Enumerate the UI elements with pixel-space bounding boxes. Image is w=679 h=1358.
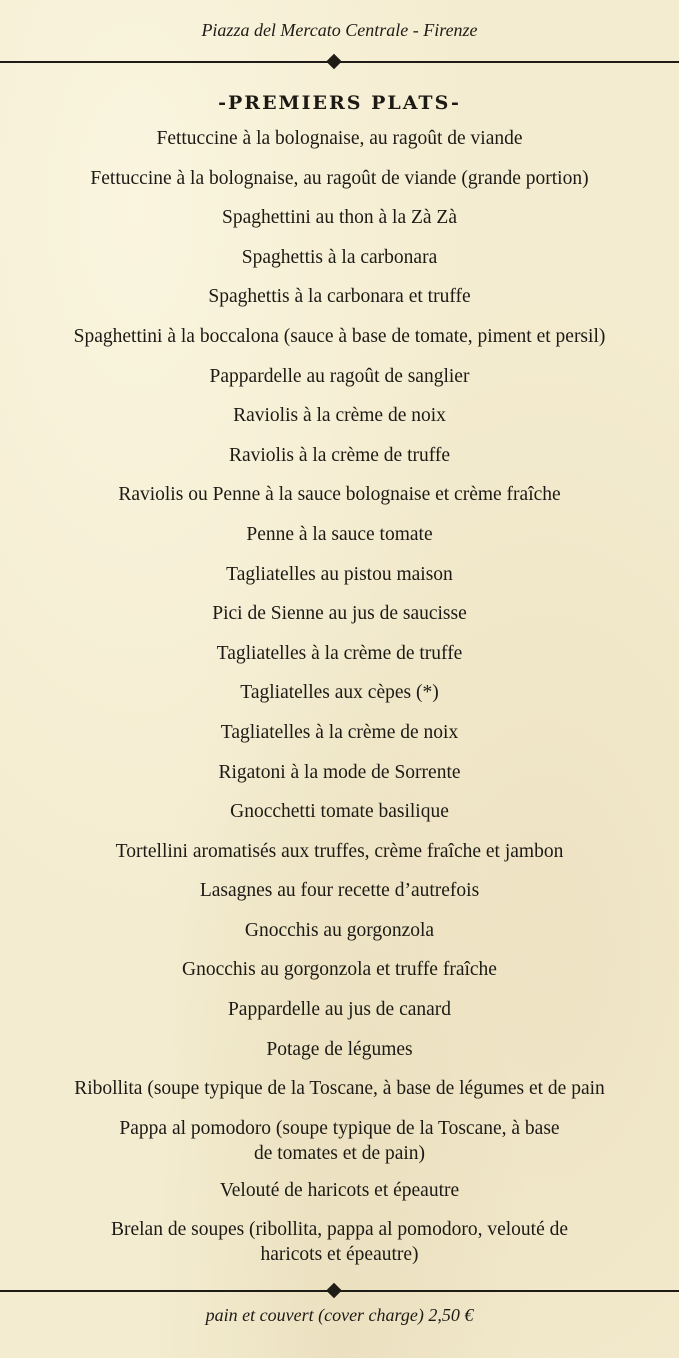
menu-item: Tagliatelles à la crème de noix — [220, 721, 459, 743]
menu-item: Potage de légumes — [266, 1038, 413, 1060]
menu-item: Spaghettis à la carbonara et truffe — [208, 286, 471, 308]
menu-item: Gnocchis au gorgonzola et truffe fraîche — [182, 959, 497, 981]
menu-item: Lasagnes au four recette d’autrefois — [199, 880, 480, 902]
menu-item-pappa-al-pomodoro — [0, 1116, 679, 1166]
menu-item: Pappardelle au ragoût de sanglier — [209, 365, 470, 387]
top-divider-diamond-ornament — [326, 54, 342, 70]
menu-item: Tagliatelles aux cèpes (*) — [240, 682, 439, 704]
bottom-divider-diamond-ornament — [326, 1283, 342, 1299]
cover-charge-note: pain et couvert (cover charge) 2,50 € — [205, 1305, 474, 1325]
menu-item-line: haricots et épeautre) — [260, 1244, 419, 1266]
menu-item: Raviolis à la crème de truffe — [228, 444, 451, 466]
menu-item: Spaghettis à la carbonara — [241, 246, 438, 268]
menu-item: Fettuccine à la bolognaise, au ragoût de viande — [156, 128, 523, 149]
menu-item: Ribollita (soupe typique de la Toscane, à base de légumes et de pain — [74, 1078, 605, 1100]
menu-item: Rigatoni à la mode de Sorrente — [218, 761, 461, 783]
menu-item: Tortellini aromatisés aux truffes, crème fraîche et jambon — [115, 840, 564, 862]
menu-item: Fettuccine à la bolognaise, au ragoût de viande (grande portion) — [90, 167, 589, 189]
menu-item: Pici de Sienne au jus de saucisse — [212, 603, 467, 625]
menu-item: Raviolis à la crème de noix — [233, 405, 446, 427]
menu-item-veloute: Velouté de haricots et épeautre — [219, 1179, 460, 1201]
menu-item: Gnocchetti tomate basilique — [230, 801, 449, 823]
menu-item: Tagliatelles à la crème de truffe — [216, 642, 463, 664]
restaurant-location: Piazza del Mercato Centrale - Firenze — [201, 20, 478, 40]
menu-item-line: de tomates et de pain) — [253, 1142, 426, 1164]
menu-item-line: Brelan de soupes (ribollita, pappa al pomodoro, velouté de — [110, 1219, 569, 1241]
menu-item-line: Pappa al pomodoro (soupe typique de la Toscane, à base — [119, 1117, 560, 1139]
menu-item: Spaghettini au thon à la Zà Zà — [221, 207, 457, 229]
menu-item: Gnocchis au gorgonzola — [244, 919, 435, 941]
section-title: -PREMIERS PLATS- — [218, 92, 461, 114]
menu-item-brelan-de-soupes — [0, 1217, 679, 1267]
menu-item: Tagliatelles au pistou maison — [226, 563, 453, 585]
menu-list — [0, 126, 679, 1279]
menu-item: Raviolis ou Penne à la sauce bolognaise et crème fraîche — [118, 484, 561, 506]
menu-item: Pappardelle au jus de canard — [227, 999, 452, 1021]
menu-item: Penne à la sauce tomate — [246, 523, 433, 545]
menu-item: Spaghettini à la boccalona (sauce à base de tomate, piment et persil) — [73, 325, 606, 347]
